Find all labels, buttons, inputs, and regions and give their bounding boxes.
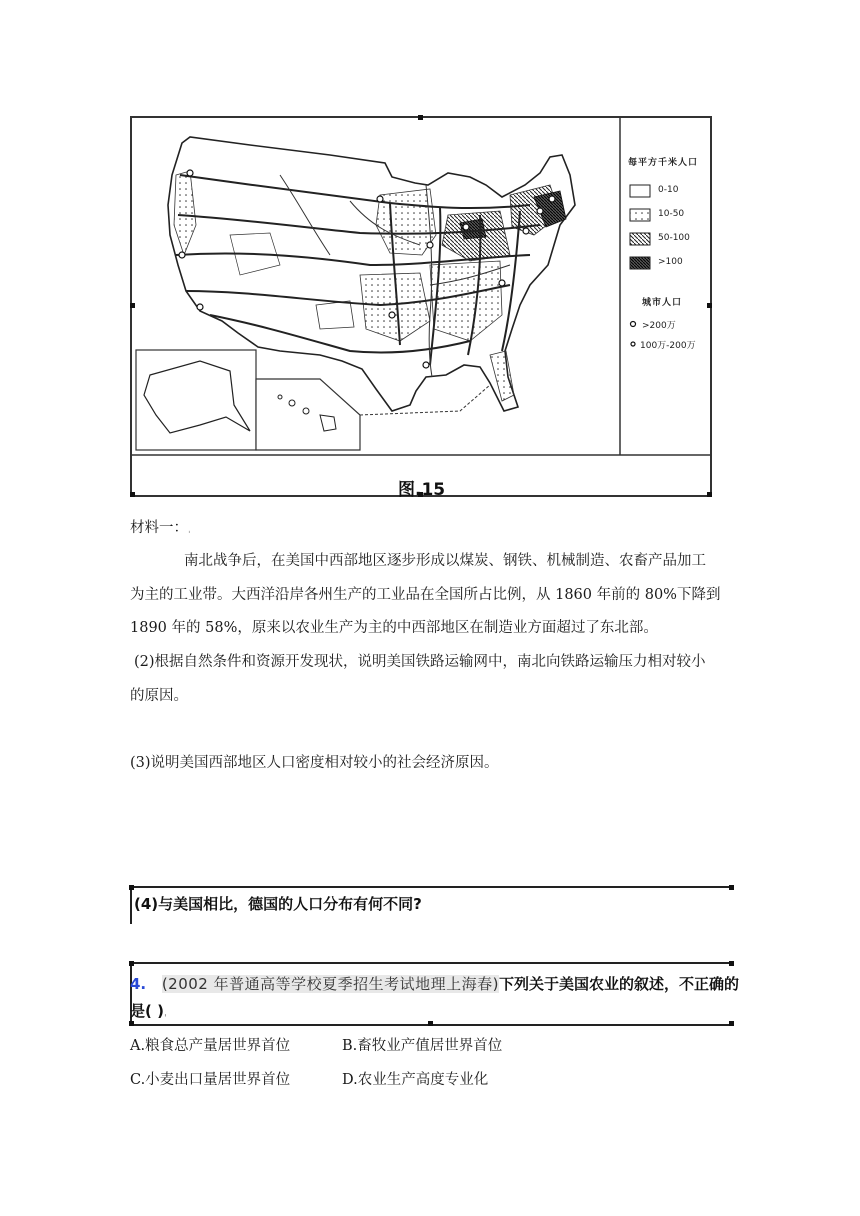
legend-item: 10-50 [658, 209, 685, 219]
question-4: (4)与美国相比，德国的人口分布有何不同? [134, 895, 422, 913]
material-label: 材料一：ˌ [130, 520, 191, 536]
option-b: B.畜牧业产值居世界首位 [342, 1038, 503, 1054]
material-paragraph-line: 南北战争后，在美国中西部地区逐步形成以煤炭、钢铁、机械制造、农畜产品加工 [184, 553, 706, 569]
mc-question-scan [130, 962, 739, 1026]
mc-question-source: (2002 年普通高等学校夏季招生考试地理上海春) [161, 975, 499, 993]
mc-question-stem [130, 973, 739, 994]
material-paragraph-line: 1890 年的 58%，原来以农业生产为主的中西部地区在制造业方面超过了东北部。 [130, 620, 658, 636]
material-paragraph-line: 为主的工业带。大西洋沿岸各州生产的工业品在全国所占比例，从 1860 年前的 80%下降到 [130, 587, 721, 603]
option-a: A.粮食总产量居世界首位 [130, 1038, 291, 1054]
question-3: (3)说明美国西部地区人口密度相对较小的社会经济原因。 [130, 755, 499, 771]
legend-item: 0-10 [658, 185, 679, 195]
option-c: C.小麦出口量居世界首位 [130, 1072, 291, 1088]
figure-caption: 图.15 [398, 480, 446, 500]
legend-density-title: 每平方千米人口 [628, 158, 699, 168]
usa-population-map [130, 115, 712, 498]
population-density-map-figure [130, 115, 712, 498]
legend-city-title: 城市人口 [642, 298, 683, 308]
legend-item: 100万-200万 [640, 341, 696, 351]
legend-item: >200万 [642, 321, 676, 331]
question-2-line: (2)根据自然条件和资源开发现状，说明美国铁路运输网中，南北向铁路运输压力相对较小 [134, 654, 706, 670]
legend-item: 50-100 [658, 233, 690, 243]
handle [418, 115, 423, 120]
option-d: D.农业生产高度专业化 [342, 1072, 489, 1088]
mc-question-number: 4. [130, 975, 147, 993]
question-4-scan [130, 886, 734, 924]
mc-question-stem-line2: 是( )ˌ [130, 1002, 167, 1020]
mc-question-text: 下列关于美国农业的叙述，不正确的 [498, 975, 739, 993]
legend-item: >100 [658, 257, 683, 267]
question-2-line: 的原因。 [130, 688, 188, 704]
